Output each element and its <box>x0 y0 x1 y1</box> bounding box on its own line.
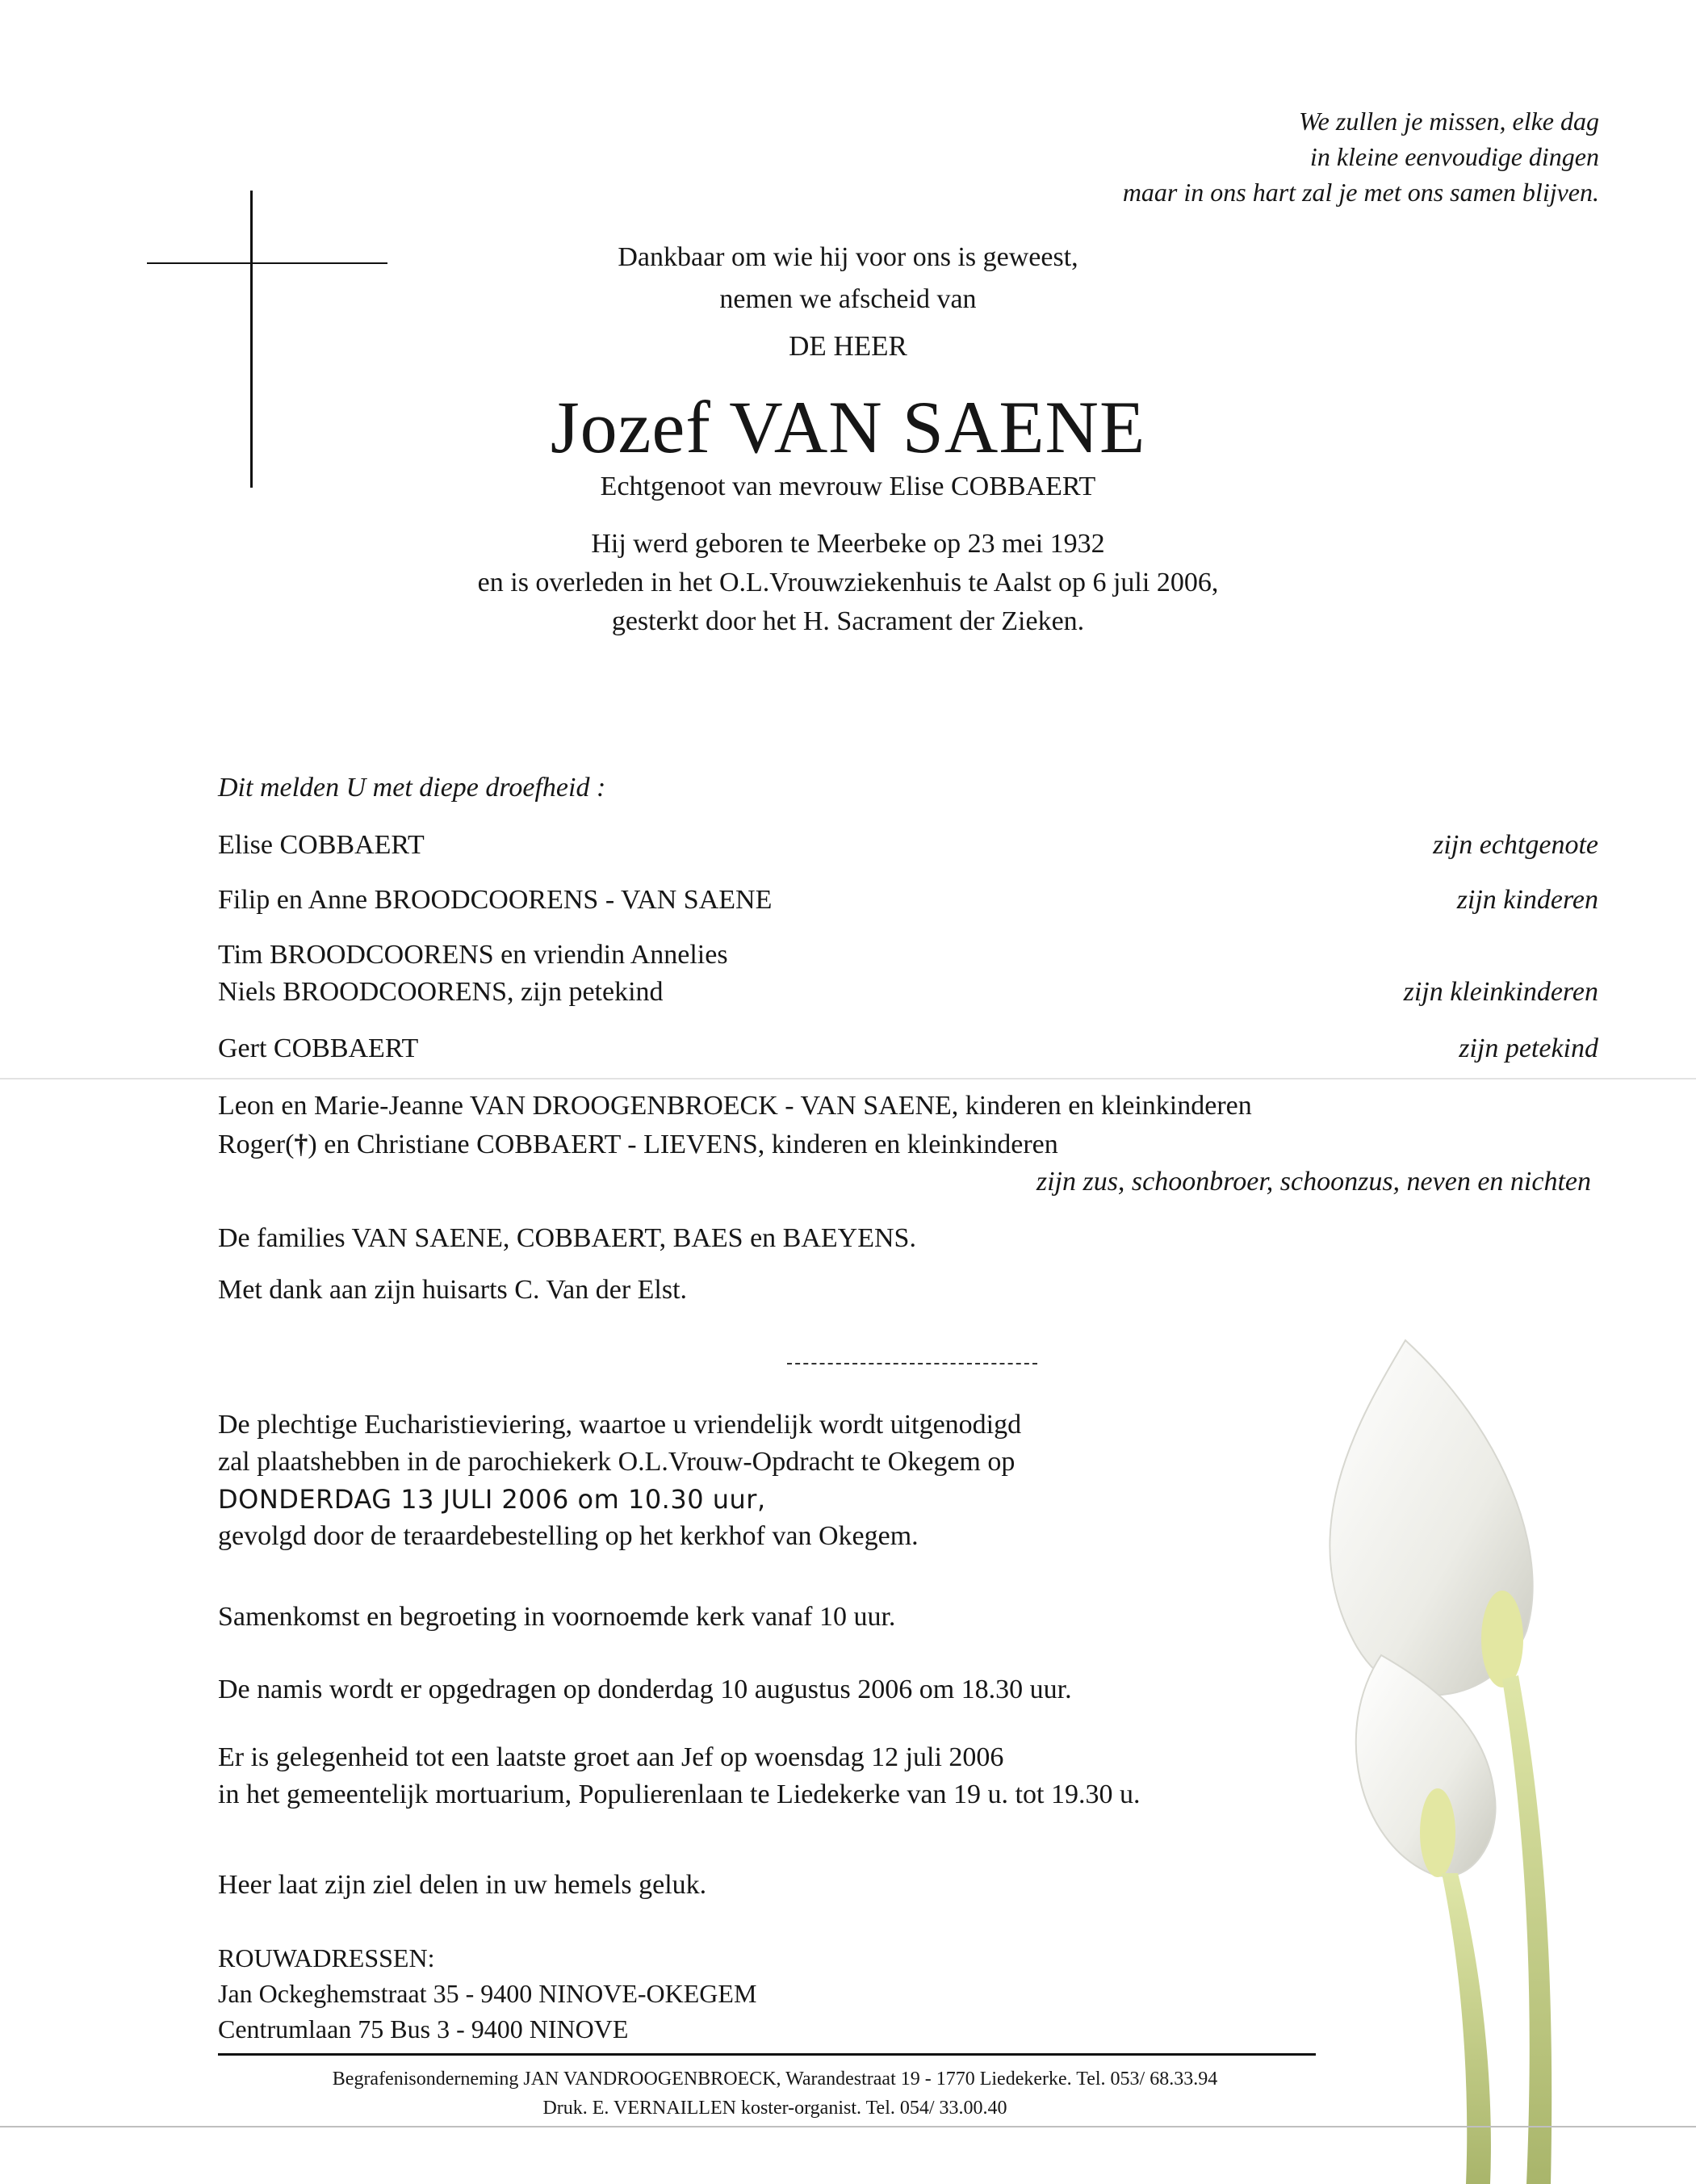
intro-line: Dankbaar om wie hij voor ons is geweest, <box>618 242 1078 272</box>
deceased-name: Jozef VAN SAENE <box>550 386 1146 468</box>
mourning-addresses <box>218 1940 756 2047</box>
poem <box>1123 103 1599 210</box>
extended-text: ) en Christiane COBBAERT - LIEVENS, kinderen en kleinkinderen <box>308 1130 1058 1159</box>
family-relation: zijn kinderen <box>1456 885 1598 915</box>
birth-death-info <box>0 525 1696 641</box>
family-relation: zijn echtgenote <box>1433 830 1598 860</box>
poem-line: We zullen je missen, elke dag <box>1298 107 1599 136</box>
deceased-cross-icon: † <box>294 1130 308 1159</box>
extended-text: Roger( <box>218 1130 295 1159</box>
intro-line: nemen we afscheid van <box>719 284 977 314</box>
gathering-line: Samenkomst en begroeting in voornoemde kerk vanaf 10 uur. <box>218 1602 896 1632</box>
footer-line: Begrafenisonderneming JAN VANDROOGENBROECK, Warandestraat 19 - 1770 Liedekerke. Tel. 053/ 68.33.94 <box>332 2069 1218 2090</box>
separator <box>787 1363 1037 1364</box>
memorial-line: De namis wordt er opgedragen op donderdag 10 augustus 2006 om 18.30 uur. <box>218 1675 1072 1704</box>
poem-line: in kleine eenvoudige dingen <box>1309 142 1599 171</box>
info-line: gesterkt door het H. Sacrament der Zieken. <box>611 606 1085 636</box>
service-line: De plechtige Eucharistieviering, waartoe u vriendelijk wordt uitgenodigd <box>218 1410 1022 1440</box>
families-line: De families VAN SAENE, COBBAERT, BAES en BAEYENS. <box>218 1223 916 1253</box>
info-line: Hij werd geboren te Meerbeke op 23 mei 1932 <box>591 529 1105 559</box>
family-row <box>218 937 1598 1011</box>
announcement-heading: Dit melden U met diepe droefheid : <box>218 773 606 803</box>
service-info <box>218 1406 1429 1555</box>
thanks-line: Met dank aan zijn huisarts C. Van der Elst. <box>218 1275 688 1305</box>
footer <box>170 2065 1380 2123</box>
farewell-line: in het gemeentelijk mortuarium, Populierenlaan te Liedekerke van 19 u. tot 19.30 u. <box>218 1779 1141 1809</box>
family-names: Gert COBBAERT <box>218 1033 419 1063</box>
family-row <box>218 882 1598 919</box>
address-line: Jan Ockeghemstraat 35 - 9400 NINOVE-OKEGEM <box>218 1979 757 2008</box>
service-line: gevolgd door de teraardebestelling op het kerkhof van Okegem. <box>218 1521 919 1551</box>
farewell-line: Er is gelegenheid tot een laatste groet aan Jef op woensdag 12 juli 2006 <box>218 1742 1004 1772</box>
extended-line: Leon en Marie-Jeanne VAN DROOGENBROECK - VAN SAENE, kinderen en kleinkinderen <box>218 1091 1252 1121</box>
extended-relation: zijn zus, schoonbroer, schoonzus, neven en nichten <box>1036 1167 1591 1197</box>
family-relation: zijn kleinkinderen <box>1403 977 1598 1007</box>
footer-rule <box>218 2053 1316 2056</box>
service-date: DONDERDAG 13 JULI 2006 om 10.30 uur, <box>218 1484 766 1515</box>
extended-family <box>218 1087 1590 1164</box>
intro <box>0 237 1696 321</box>
bottom-edge-line <box>0 2126 1696 2127</box>
addresses-heading: ROUWADRESSEN: <box>218 1943 435 1972</box>
family-row <box>218 1030 1598 1067</box>
footer-line: Druk. E. VERNAILLEN koster-organist. Tel. 054/ 33.00.40 <box>542 2098 1007 2119</box>
farewell-info <box>218 1739 1429 1813</box>
fold-line <box>0 1078 1696 1079</box>
family-relation: zijn petekind <box>1459 1033 1598 1063</box>
family-row <box>218 827 1598 864</box>
honorific: DE HEER <box>789 330 907 362</box>
family-names: Niels BROODCOORENS, zijn petekind <box>218 977 664 1007</box>
family-names: Tim BROODCOORENS en vriendin Annelies <box>218 940 728 970</box>
family-names: Filip en Anne BROODCOORENS - VAN SAENE <box>218 885 773 915</box>
spouse-line: Echtgenoot van mevrouw Elise COBBAERT <box>600 472 1096 501</box>
poem-line: maar in ons hart zal je met ons samen blijven. <box>1122 178 1599 207</box>
service-line: zal plaatshebben in de parochiekerk O.L.Vrouw-Opdracht te Okegem op <box>218 1447 1016 1477</box>
info-line: en is overleden in het O.L.Vrouwziekenhuis te Aalst op 6 juli 2006, <box>477 568 1219 597</box>
prayer-line: Heer laat zijn ziel delen in uw hemels geluk. <box>218 1870 707 1900</box>
family-names: Elise COBBAERT <box>218 830 425 860</box>
extended-line <box>218 1126 1590 1164</box>
address-line: Centrumlaan 75 Bus 3 - 9400 NINOVE <box>218 2014 629 2044</box>
